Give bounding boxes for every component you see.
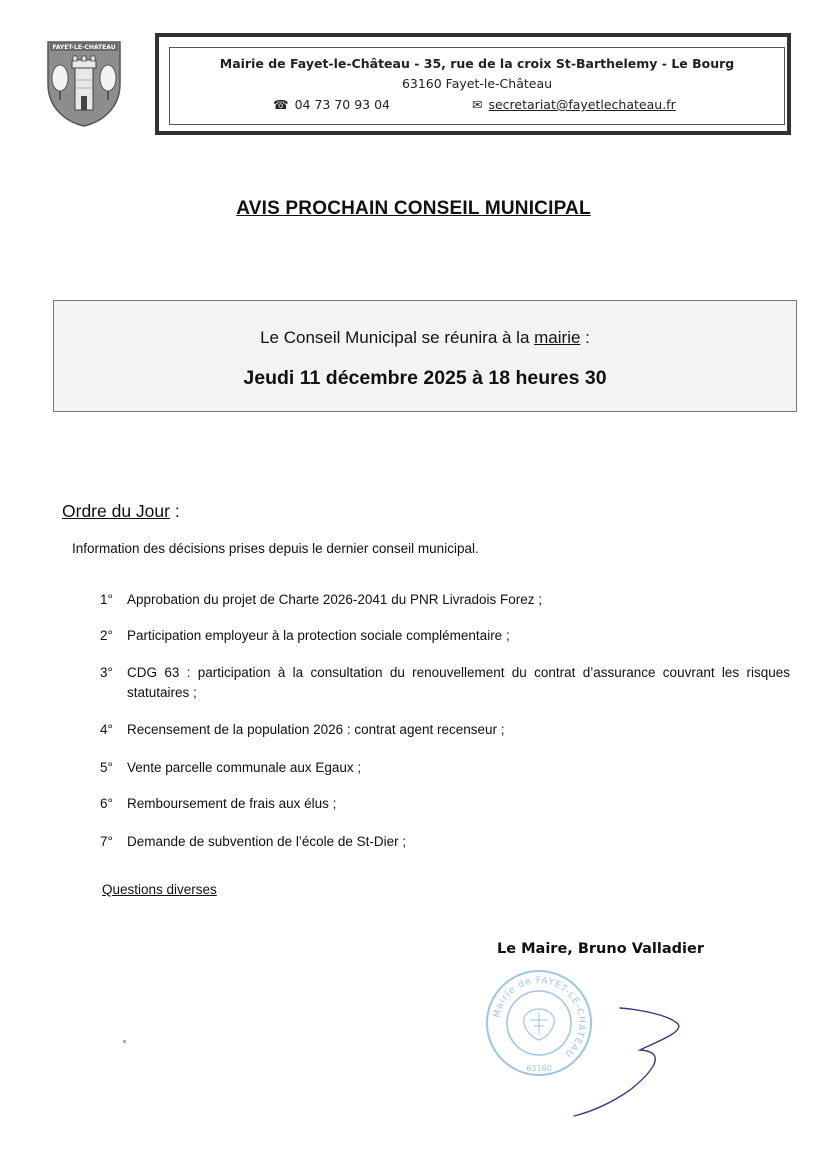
letterhead-inner-frame [169, 47, 785, 125]
stamp-postcode: 63160 [526, 1064, 552, 1073]
agenda-intro: Information des décisions prises depuis le dernier conseil municipal. [72, 541, 479, 556]
agenda-item-text: Remboursement de frais aux élus ; [127, 796, 337, 811]
agenda-item-number: 6° [100, 796, 113, 811]
agenda-item-text: Demande de subvention de l’école de St-Dier ; [127, 834, 407, 849]
agenda-item [100, 758, 790, 778]
letterhead-phone [273, 97, 390, 112]
agenda-item [100, 663, 790, 703]
agenda-item-text: CDG 63 : participation à la consultation du renouvellement du contrat d’assurance couvrant les risques statutaires ; [127, 665, 790, 700]
letterhead-postcode-line: 63160 Fayet-le-Château [401, 76, 553, 91]
agenda-item-number: 5° [100, 760, 113, 775]
phone-number: 04 73 70 93 04 [294, 97, 391, 112]
letterhead-email [472, 97, 676, 112]
questions-diverses: Questions diverses [102, 882, 217, 897]
meeting-location-line [54, 328, 796, 348]
meeting-place: mairie [534, 328, 581, 347]
agenda-item [100, 590, 790, 610]
agenda-item [100, 720, 790, 740]
agenda-heading [62, 501, 180, 522]
meeting-announcement-box [53, 300, 797, 412]
meeting-colon: : [580, 328, 590, 347]
agenda-item-text: Vente parcelle communale aux Egaux ; [127, 760, 362, 775]
agenda-item-number: 2° [100, 628, 113, 643]
envelope-icon: ✉ [472, 97, 483, 112]
meeting-intro-text: Le Conseil Municipal se réunira à la [260, 328, 530, 347]
agenda-item-text: Participation employeur à la protection sociale complémentaire ; [127, 628, 510, 643]
agenda-item [100, 832, 790, 852]
letterhead-box [155, 33, 791, 135]
coat-of-arms-icon [44, 36, 124, 128]
notice-title: AVIS PROCHAIN CONSEIL MUNICIPAL [236, 198, 591, 219]
stamp-text: Mairie de FAYET-LE-CHATEAU [492, 975, 587, 1060]
agenda-heading-text: Ordre du Jour [62, 501, 170, 521]
mayor-signatory: Le Maire, Bruno Valladier [497, 941, 704, 957]
agenda-item [100, 626, 790, 646]
agenda-item-text: Recensement de la population 2026 : contrat agent recenseur ; [127, 722, 505, 737]
crest-label: FAYET-LE-CHATEAU [52, 44, 116, 51]
telephone-icon: ☎ [273, 97, 289, 112]
agenda-item [100, 794, 790, 814]
agenda-item-text: Approbation du projet de Charte 2026-2041 du PNR Livradois Forez ; [127, 592, 542, 607]
agenda-item-number: 4° [100, 722, 113, 737]
email-link[interactable]: secretariat@fayetlechateau.fr [488, 97, 676, 112]
mayor-signature [560, 990, 700, 1120]
agenda-item-number: 7° [100, 834, 113, 849]
scan-speck [123, 1040, 126, 1043]
agenda-item-number: 1° [100, 592, 113, 607]
letterhead-mairie-name: Mairie de Fayet-le-Château - 35, rue de la croix St-Barthelemy - Le Bourg [219, 56, 735, 71]
letterhead-address-line [170, 56, 784, 71]
agenda-heading-colon: : [169, 501, 180, 521]
meeting-date-time: Jeudi 11 décembre 2025 à 18 heures 30 [243, 367, 607, 389]
agenda-item-number: 3° [100, 665, 113, 680]
